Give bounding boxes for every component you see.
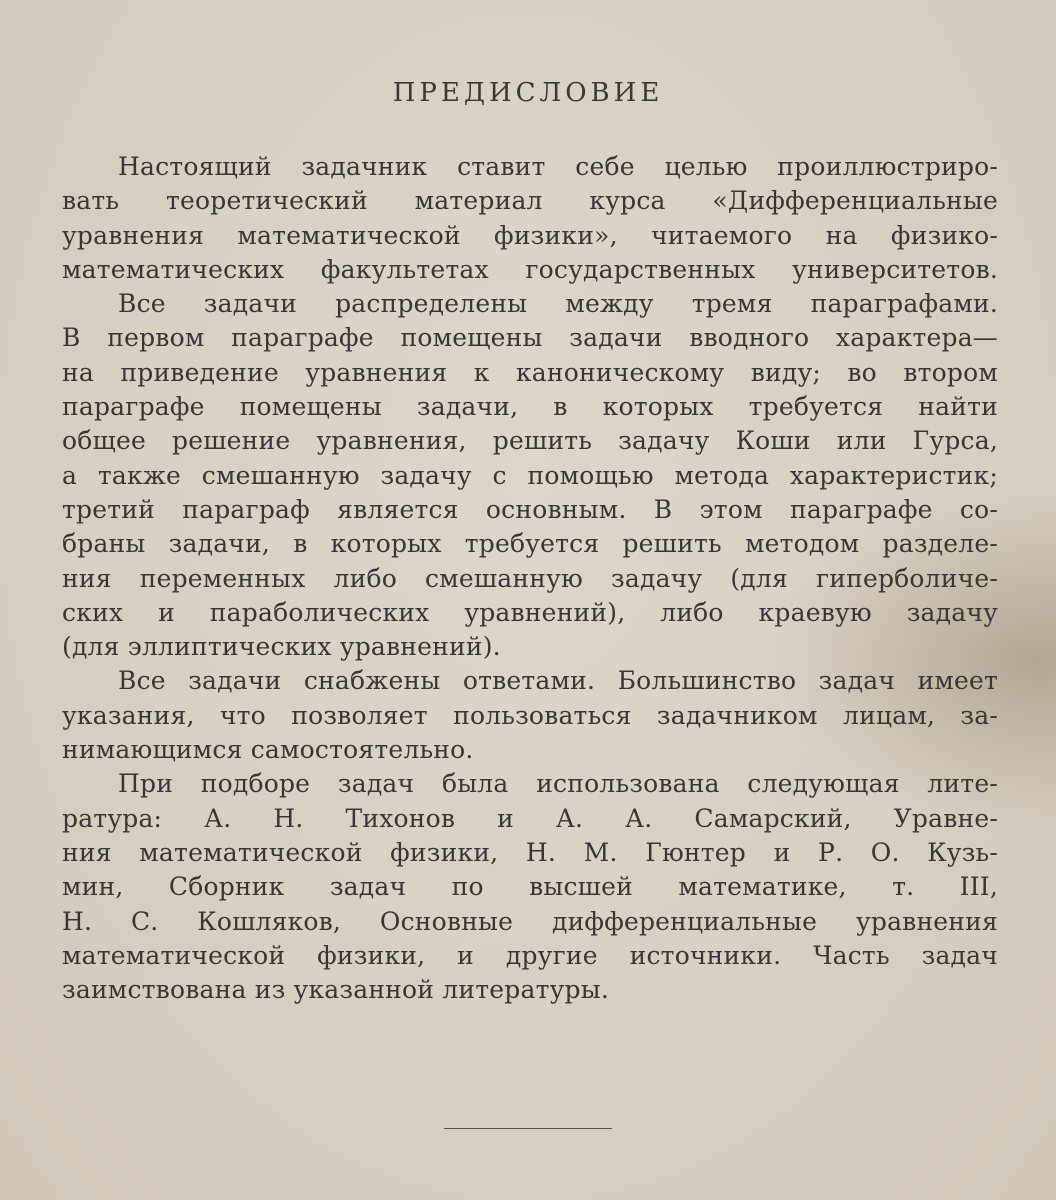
text-line: общее решение уравнения, решить задачу Коши или Гурса, (62, 426, 998, 456)
text-line: заимствована из указанной литературы. (62, 975, 609, 1005)
text-line: браны задачи, в которых требуется решить методом разделе- (62, 529, 998, 559)
paragraph-2 (62, 287, 998, 664)
text-line: Н. С. Кошляков, Основные дифференциальные уравнения (62, 906, 998, 936)
text-line: математической физики, и другие источники. Часть задач (62, 940, 998, 970)
text-line: Настоящий задачник ставит себе целью проиллюстриро- (118, 152, 998, 181)
text-line: Все задачи снабжены ответами. Большинство задач имеет (118, 666, 998, 696)
paragraph-1 (62, 150, 998, 287)
text-line: Все задачи распределены между тремя параграфами. (118, 289, 998, 319)
text-line: ратура: А. Н. Тихонов и А. А. Самарский, Уравне- (62, 803, 998, 833)
text-line: математических факультетах государственных университетов. (62, 254, 998, 284)
text-line: третий параграф является основным. В этом параграфе со- (62, 494, 998, 524)
preface-body (62, 150, 998, 1007)
text-line: мин, Сборник задач по высшей математике, т. III, (62, 872, 998, 902)
text-line: При подборе задач была использована следующая лите- (118, 769, 998, 799)
text-line: а также смешанную задачу с помощью метода характеристик; (62, 460, 998, 490)
text-line: (для эллиптических уравнений). (62, 632, 501, 662)
paragraph-4 (62, 767, 998, 1007)
page-title: ПРЕДИСЛОВИЕ (392, 78, 664, 108)
paragraph-3 (62, 664, 998, 767)
text-line: нимающимся самостоятельно. (62, 735, 474, 765)
text-line: ния переменных либо смешанную задачу (для гиперболиче- (62, 563, 998, 593)
text-line: параграфе помещены задачи, в которых требуется найти (62, 392, 998, 422)
text-line: ния математической физики, Н. М. Гюнтер и Р. О. Кузь- (62, 837, 998, 867)
text-line: вать теоретический материал курса «Дифференциальные (62, 186, 998, 216)
text-line: на приведение уравнения к каноническому виду; во втором (62, 357, 998, 387)
text-line: указания, что позволяет пользоваться задачником лицам, за- (62, 700, 998, 730)
text-line: В первом параграфе помещены задачи вводного характера— (62, 323, 998, 353)
text-line: уравнения математической физики», читаемого на физико- (62, 220, 998, 250)
closing-rule (444, 1128, 612, 1129)
text-line: ских и параболических уравнений), либо краевую задачу (62, 597, 998, 627)
